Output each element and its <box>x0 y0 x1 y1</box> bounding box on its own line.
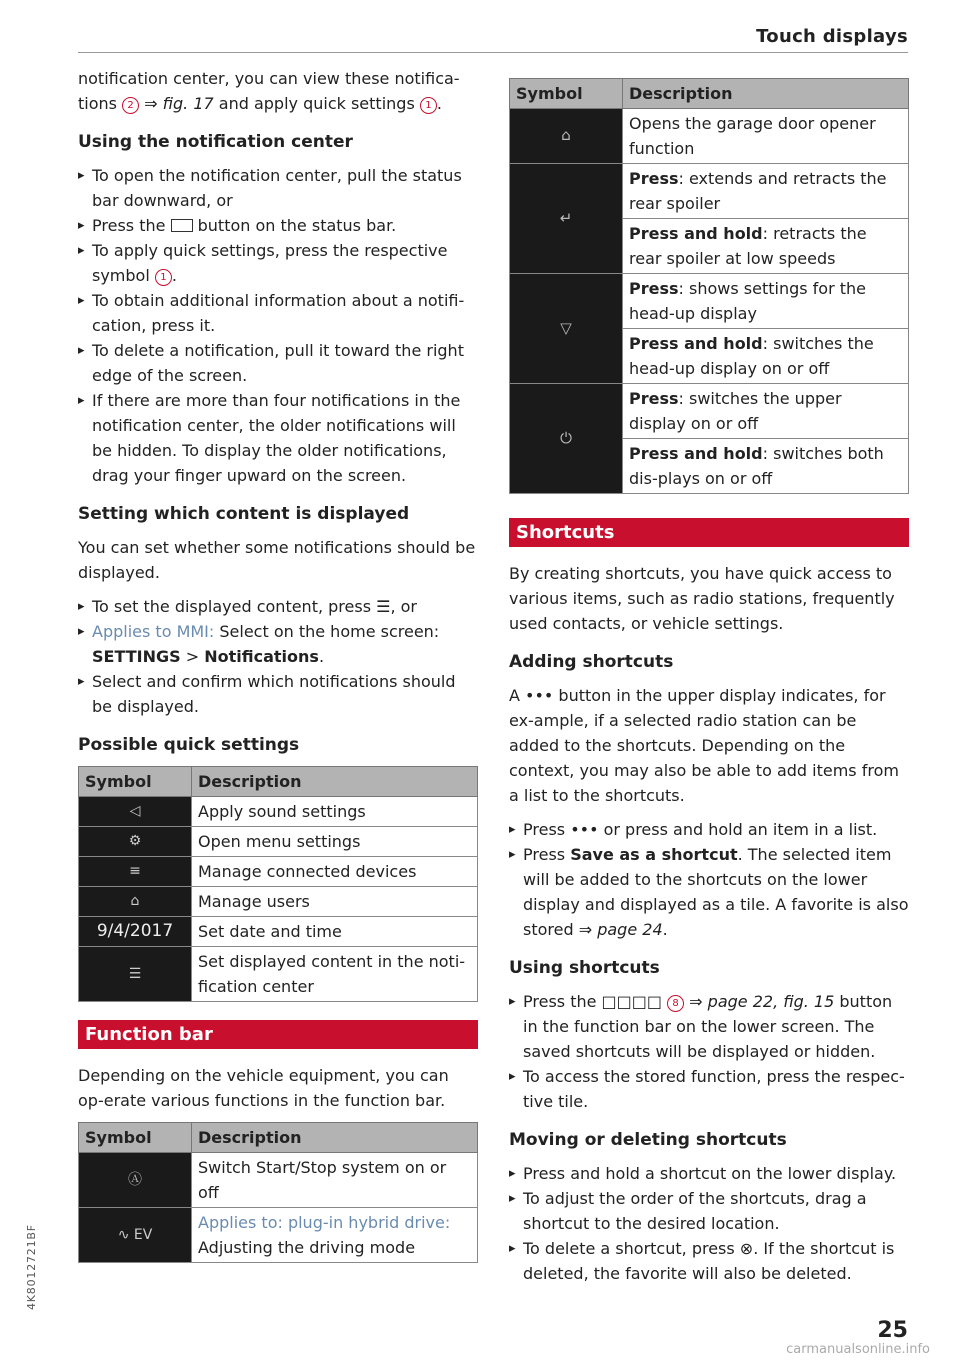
table-row: ∿ EV Applies to: plug-in hybrid drive: Adjusting the driving mode <box>79 1208 478 1263</box>
list-item: ▸ Press ••• or press and hold an item in a list. <box>509 817 909 842</box>
list-item: ▸ Applies to MMI: Select on the home screen: SETTINGS > Notifications. <box>78 619 478 669</box>
list-item: ▸ Press the □□□□ 8 ⇒ page 22, fig. 15 button in the function bar on the lower screen. The saved shortcuts will be displayed or hidden. <box>509 989 909 1064</box>
quick-settings-table <box>78 766 478 1002</box>
display-power-icon: ⏻ <box>510 384 623 494</box>
shortcuts-paragraph: By creating shortcuts, you have quick access to various items, such as radio stations, frequently used contacts, or vehicle settings. <box>509 564 895 633</box>
moving-list <box>509 1161 909 1286</box>
list-item: ▸ Press the button on the status bar. <box>78 213 478 238</box>
callout-1: 1 <box>155 269 172 286</box>
list-item: ▸ To adjust the order of the shortcuts, drag a shortcut to the desired location. <box>509 1186 909 1236</box>
watermark: carmanualsonline.info <box>786 1342 930 1357</box>
col-symbol: Symbol <box>79 1123 192 1153</box>
list-item: ▸ To access the stored function, press the respec-tive tile. <box>509 1064 909 1114</box>
heading-quick-settings: Possible quick settings <box>78 735 300 755</box>
function-bar-table <box>78 1122 478 1263</box>
list-item: ▸ To open the notification center, pull the status bar downward, or <box>78 163 478 213</box>
setting-list <box>78 594 478 719</box>
heading-adding-shortcuts: Adding shortcuts <box>509 652 674 672</box>
table-row: ⌂ Manage users <box>79 887 478 917</box>
col-symbol: Symbol <box>510 79 623 109</box>
table-row: 9/4/2017 Set date and time <box>79 917 478 947</box>
callout-8: 8 <box>667 995 684 1012</box>
table-row: ⚙ Open menu settings <box>79 827 478 857</box>
list-item: ▸ Press and hold a shortcut on the lower display. <box>509 1161 909 1186</box>
table-row: Ⓐ Switch Start/Stop system on or off <box>79 1153 478 1208</box>
table-row: ▽ Press: shows settings for the head-up display <box>510 274 909 329</box>
table-row: Press and hold: retracts the rear spoiler at low speeds <box>510 219 909 274</box>
rear-spoiler-icon: ↵ <box>510 164 623 274</box>
list-item: ▸ To delete a notification, pull it toward the right edge of the screen. <box>78 338 478 388</box>
col-description: Description <box>192 1123 478 1153</box>
using-list <box>78 163 478 488</box>
document-code: 4K8012721BF <box>25 1224 38 1310</box>
setting-paragraph: You can set whether some notifications should be displayed. <box>78 538 476 582</box>
garage-door-icon: ⌂ <box>510 109 623 164</box>
delete-icon: ⊗ <box>739 1239 754 1258</box>
list-item: ▸ To delete a shortcut, press ⊗. If the shortcut is deleted, the favorite will also be deleted. <box>509 1236 909 1286</box>
wifi-icon: ≡ <box>79 857 192 887</box>
section-shortcuts: Shortcuts <box>509 518 909 547</box>
using-shortcuts-list <box>509 989 909 1114</box>
table-row: ◁ Apply sound settings <box>79 797 478 827</box>
right-column <box>509 78 909 1294</box>
intro-paragraph: notification center, you can view these notifica-tions 2 ⇒ fig. 17 and apply quick settings 1 . <box>78 69 460 113</box>
table-row: ☰ Set displayed content in the noti-fication center <box>79 947 478 1002</box>
start-stop-off-icon: Ⓐ <box>79 1153 192 1208</box>
speaker-icon: ◁ <box>79 797 192 827</box>
col-description: Description <box>192 767 478 797</box>
callout-2: 2 <box>122 97 139 114</box>
heading-using-shortcuts: Using shortcuts <box>509 958 660 978</box>
col-symbol: Symbol <box>79 767 192 797</box>
heading-moving-shortcuts: Moving or deleting shortcuts <box>509 1130 787 1150</box>
date-symbol: 9/4/2017 <box>79 917 192 947</box>
list-item: ▸ To apply quick settings, press the respective symbol 1 . <box>78 238 478 288</box>
header-title: Touch displays <box>756 26 908 47</box>
list-item: ▸ To obtain additional information about a notifi-cation, press it. <box>78 288 478 338</box>
section-function-bar: Function bar <box>78 1020 478 1049</box>
left-column <box>78 66 478 1273</box>
list-item: ▸ To set the displayed content, press ☰, or <box>78 594 478 619</box>
callout-1: 1 <box>420 97 437 114</box>
user-icon: ⌂ <box>79 887 192 917</box>
adding-list <box>509 817 909 942</box>
notification-settings-icon: ☰ <box>79 947 192 1002</box>
page-header <box>78 24 908 53</box>
notification-button-icon <box>171 219 193 232</box>
heading-using-notification-center: Using the notification center <box>78 132 353 152</box>
table-row: Press and hold: switches both dis-plays on or off <box>510 439 909 494</box>
table-row: ⌂ Opens the garage door opener function <box>510 109 909 164</box>
list-item: ▸ If there are more than four notifications in the notification center, the older notifications will be hidden. To display the older notifications, drag your finger upward on the screen. <box>78 388 478 488</box>
table-row: ↵ Press: extends and retracts the rear spoiler <box>510 164 909 219</box>
table-row: Press and hold: switches the head-up display on or off <box>510 329 909 384</box>
list-item: ▸ Press Save as a shortcut. The selected item will be added to the shortcuts on the lower display and displayed as a tile. A favorite is also stored ⇒ page 24. <box>509 842 909 942</box>
table-row: ≡ Manage connected devices <box>79 857 478 887</box>
list-item: ▸ Select and confirm which notifications should be displayed. <box>78 669 478 719</box>
table-row: ⏻ Press: switches the upper display on or off <box>510 384 909 439</box>
col-description: Description <box>623 79 909 109</box>
head-up-display-icon: ▽ <box>510 274 623 384</box>
page-number: 25 <box>877 1318 908 1343</box>
function-bar-table-cont <box>509 78 909 494</box>
gear-icon: ⚙ <box>79 827 192 857</box>
ev-mode-icon: ∿ EV <box>79 1208 192 1263</box>
adding-paragraph: A ••• button in the upper display indicates, for ex-ample, if a selected radio station can be added to the shortcuts. Depending on the context, you may also be able to add items from a list to the shortcuts. <box>509 686 899 805</box>
notification-settings-icon: ☰ <box>376 597 391 616</box>
function-paragraph: Depending on the vehicle equipment, you can op-erate various functions in the function bar. <box>78 1066 449 1110</box>
heading-setting-content: Setting which content is displayed <box>78 504 410 524</box>
